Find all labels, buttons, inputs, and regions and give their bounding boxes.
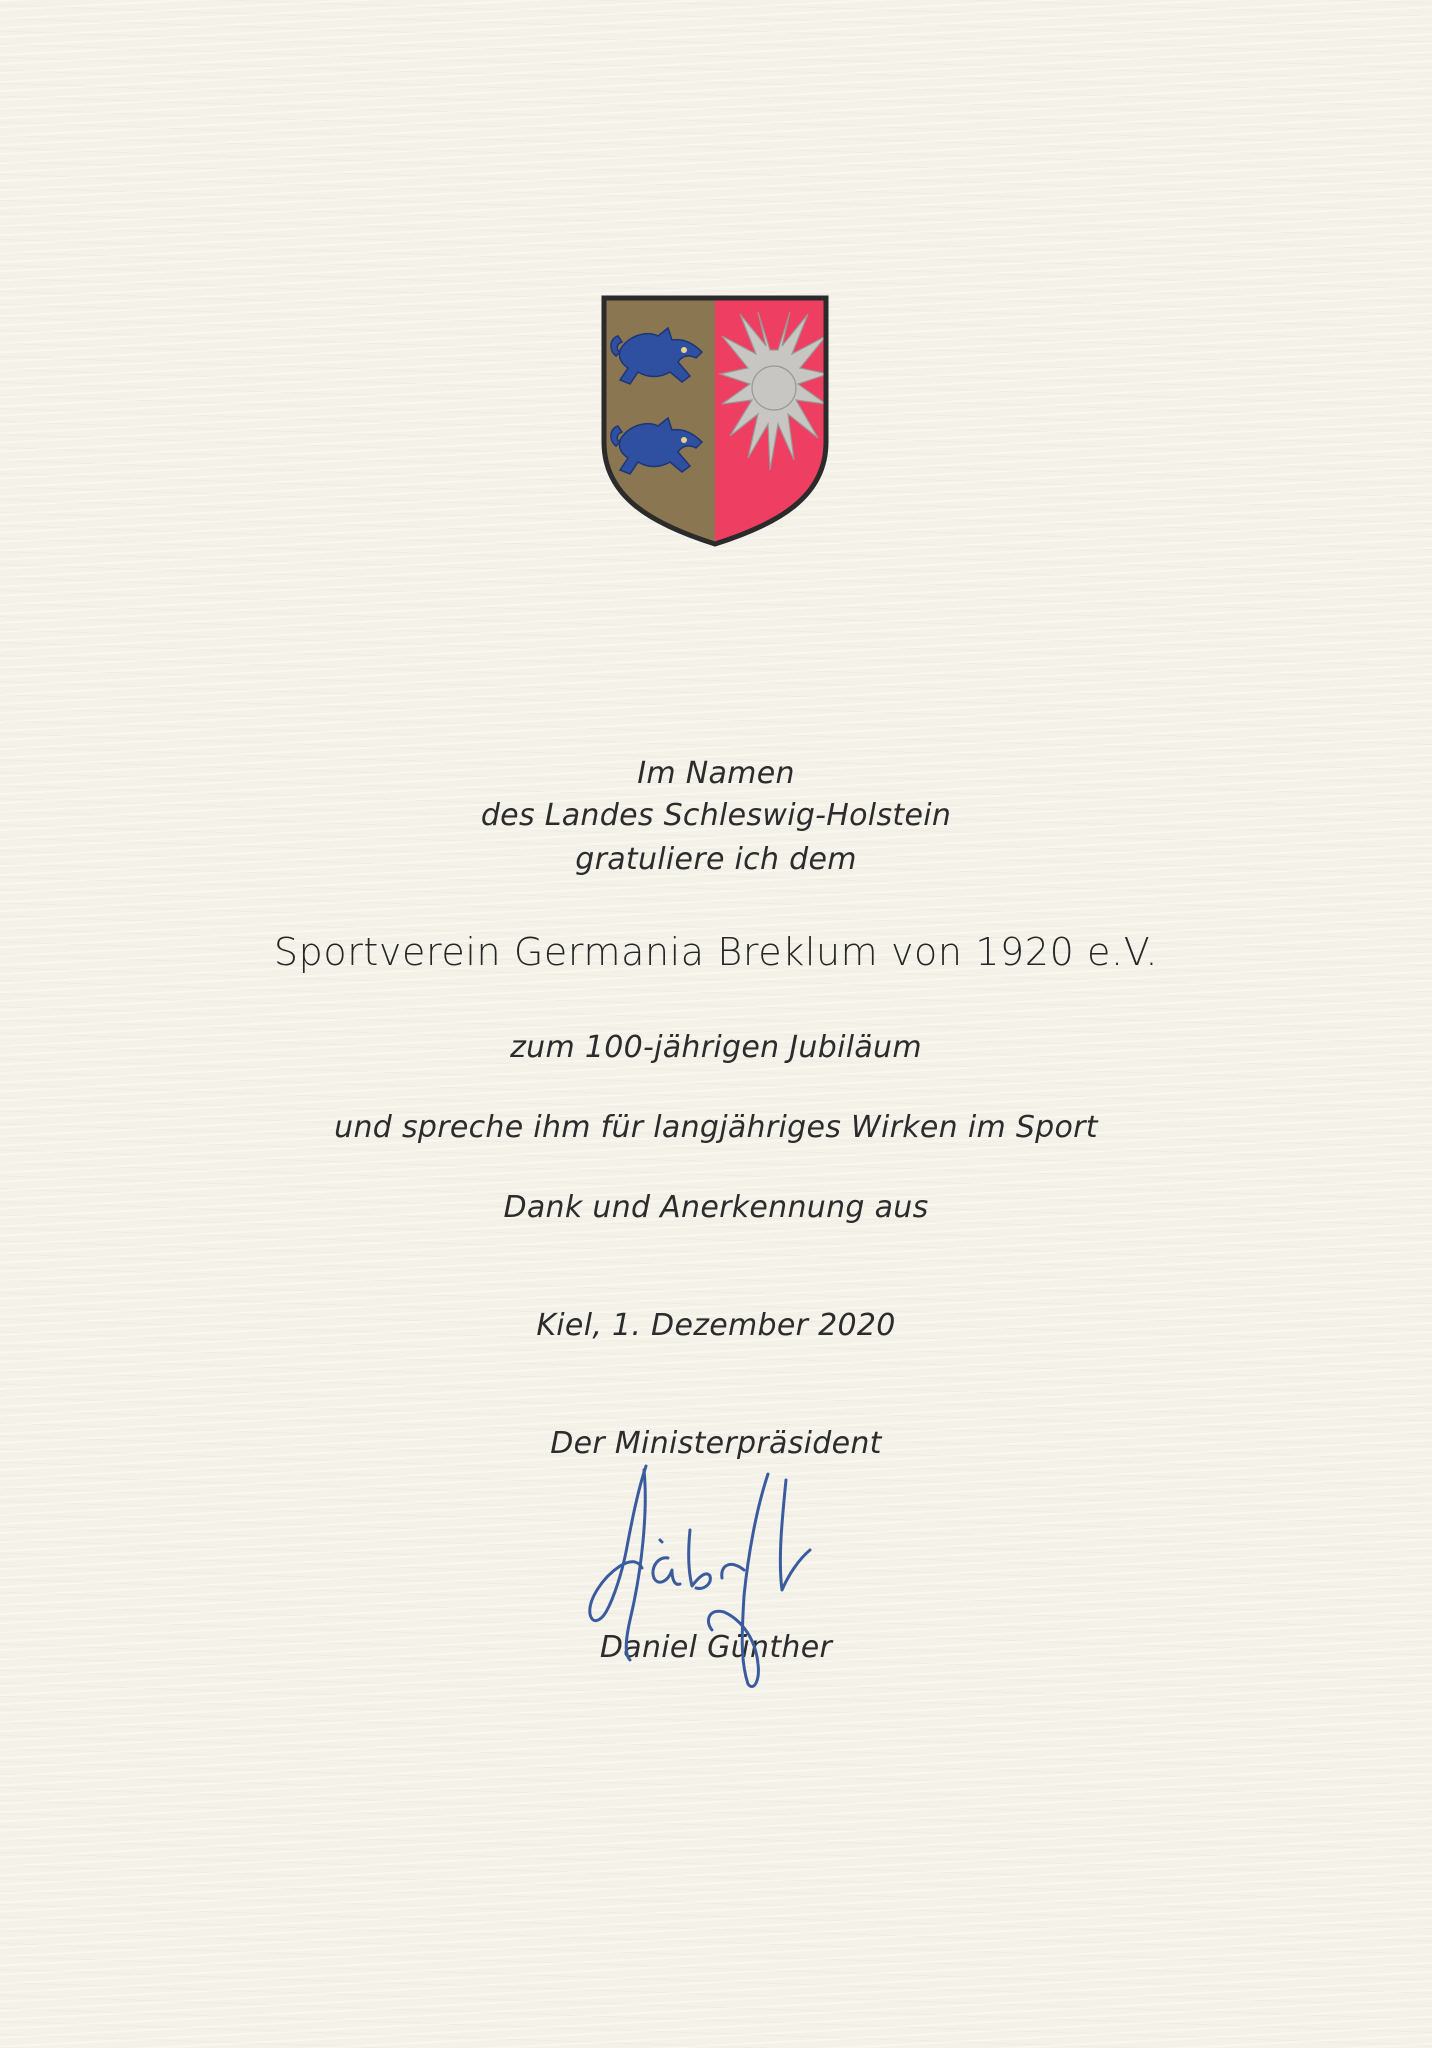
jubilee-line: zum 100-jährigen Jubiläum [510,1030,922,1065]
club-name: Sportverein Germania Breklum von 1920 e.V. [273,930,1159,974]
intro-line-im-namen: Im Namen [637,756,795,791]
place-date: Kiel, 1. Dezember 2020 [536,1308,896,1343]
signatory-title: Der Ministerpräsident [550,1426,882,1461]
handwritten-signature [572,1460,842,1695]
recognition-line: und spreche ihm für langjähriges Wirken im Sport [334,1110,1098,1145]
signatory-name: Daniel Günther [599,1630,833,1665]
intro-line-des-landes: des Landes Schleswig-Holstein [480,798,952,833]
intro-line-gratuliere: gratuliere ich dem [575,842,857,877]
coat-of-arms-icon [598,292,832,552]
thanks-line: Dank und Anerkennung aus [503,1190,929,1225]
